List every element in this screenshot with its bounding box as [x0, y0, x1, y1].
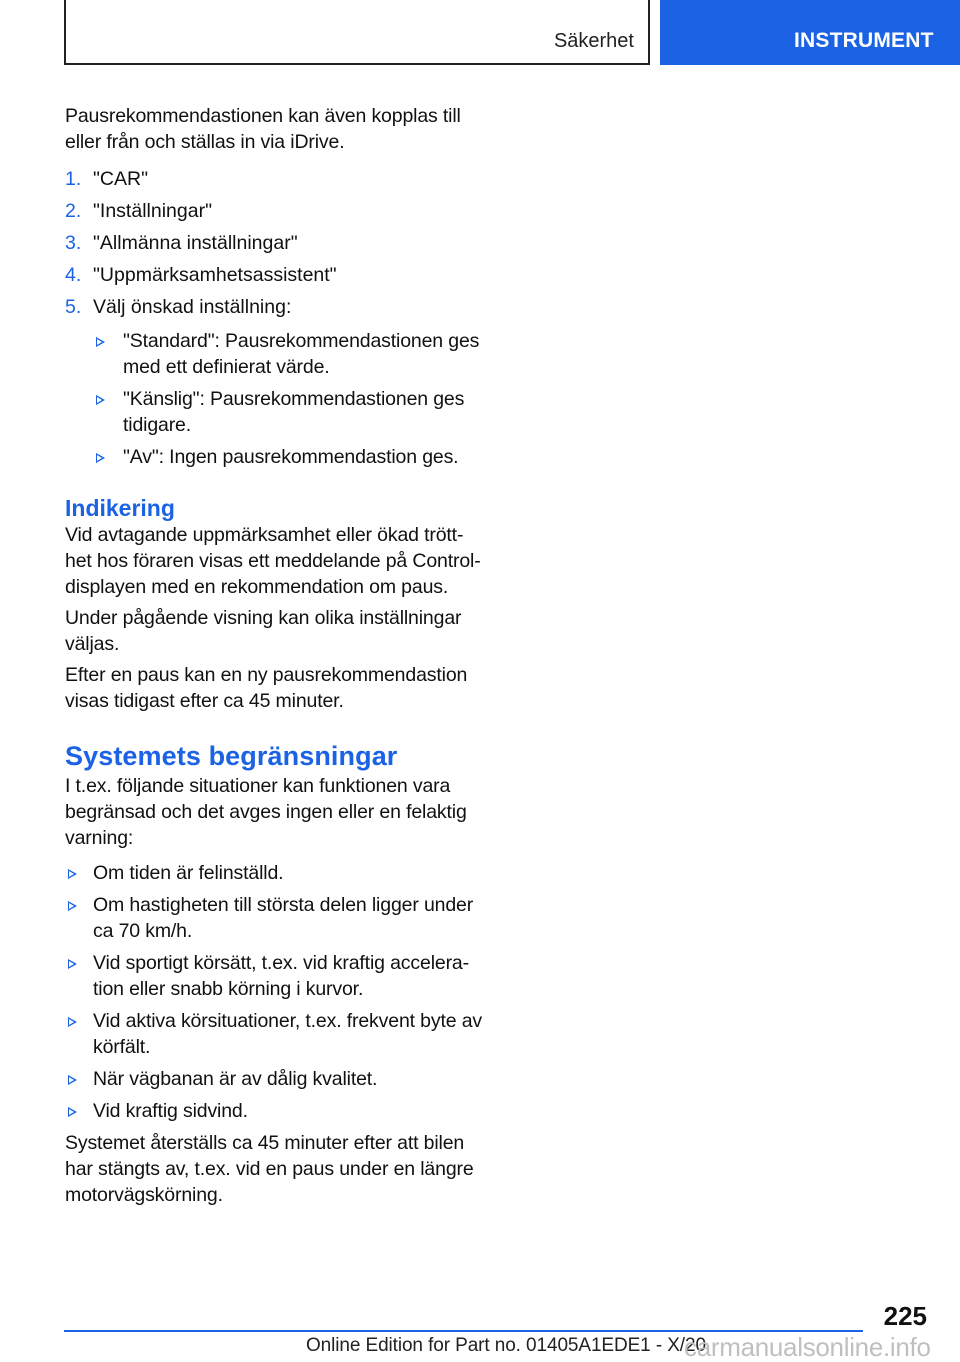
step-number: 2. [65, 200, 82, 222]
limitation-item [65, 860, 483, 886]
indication-heading: Indikering [65, 495, 175, 521]
limitation-text: Om hastigheten till största delen ligger under ca 70 km/h. [93, 894, 474, 942]
header-section-box [64, 0, 650, 65]
limitation-text: Vid aktiva körsituationer, t.ex. frekvent byte av körfält. [93, 1010, 482, 1058]
option-item [93, 444, 483, 470]
limitation-text: Vid sportigt körsätt, t.ex. vid kraftig acceleration eller snabb körning i kurvor. [93, 952, 470, 1000]
header-section-title: Säkerhet [553, 30, 634, 52]
step-text: "CAR" [93, 168, 149, 190]
step-item [65, 166, 483, 192]
triangle-bullet-icon [68, 869, 77, 879]
step-number: 3. [65, 232, 82, 254]
indication-paragraph: Efter en paus kan en ny pausrekommendastion visas tidigast efter ca 45 minuter. [65, 664, 468, 712]
intro-paragraph: Pausrekommendastionen kan även kopplas till eller från och ställas in via iDrive. [65, 105, 461, 153]
step-number: 1. [65, 168, 82, 190]
option-text: "Standard": Pausrekommendastionen ges med ett definierat värde. [123, 330, 480, 378]
indication-paragraph: Vid avtagande uppmärksamhet eller ökad trötthet hos föraren visas ett meddelande på Controldisplayen med en rekommendation om paus. [65, 524, 481, 598]
step-options-list [93, 328, 483, 470]
step-text: Välj önskad inställning: [93, 296, 292, 318]
steps-list [65, 166, 483, 470]
limitation-item [65, 1008, 483, 1060]
step-text: "Allmänna inställningar" [93, 232, 298, 254]
triangle-bullet-icon [68, 959, 77, 969]
limitation-text: Vid kraftig sidvind. [93, 1100, 248, 1122]
limitation-item [65, 892, 483, 944]
step-text: "Uppmärksamhetsassistent" [93, 264, 337, 286]
option-text: "Känslig": Pausrekommendastionen ges tidigare. [123, 388, 465, 436]
page-number: 225 [883, 1301, 927, 1331]
watermark-logo: carmanualsonline.info [684, 1332, 931, 1362]
limitation-item [65, 1098, 483, 1124]
step-item [65, 230, 483, 256]
limitation-item [65, 950, 483, 1002]
triangle-bullet-icon [68, 1075, 77, 1085]
header-chapter-title: INSTRUMENT [794, 29, 934, 52]
indication-paragraph: Under pågående visning kan olika inställningar väljas. [65, 607, 462, 655]
triangle-bullet-icon [68, 901, 77, 911]
step-item [65, 198, 483, 224]
header-chapter-tab [660, 0, 960, 65]
limitation-text: Om tiden är felinställd. [93, 862, 284, 884]
triangle-bullet-icon [68, 1107, 77, 1117]
edition-text: Online Edition for Part no. 01405A1EDE1 - X/20 [306, 1335, 706, 1356]
limitations-intro: I t.ex. följande situationer kan funktionen vara begränsad och det avges ingen eller en felaktig varning: [65, 775, 467, 849]
triangle-bullet-icon [68, 1017, 77, 1027]
step-item [65, 294, 483, 470]
triangle-bullet-icon [96, 453, 105, 463]
step-text: "Inställningar" [93, 200, 212, 222]
step-number: 4. [65, 264, 82, 286]
limitation-text: När vägbanan är av dålig kvalitet. [93, 1068, 378, 1090]
limitations-heading: Systemets begränsningar [65, 741, 398, 771]
option-item [93, 386, 483, 438]
option-text: "Av": Ingen pausrekommendastion ges. [123, 446, 459, 468]
step-number: 5. [65, 296, 82, 318]
main-content [65, 103, 483, 1213]
triangle-bullet-icon [96, 395, 105, 405]
limitation-item [65, 1066, 483, 1092]
limitations-outro: Systemet återställs ca 45 minuter efter att bilen har stängts av, t.ex. vid en paus under en längre motorvägskörning. [65, 1132, 474, 1206]
option-item [93, 328, 483, 380]
limitations-list [65, 860, 483, 1124]
triangle-bullet-icon [96, 337, 105, 347]
step-item [65, 262, 483, 288]
